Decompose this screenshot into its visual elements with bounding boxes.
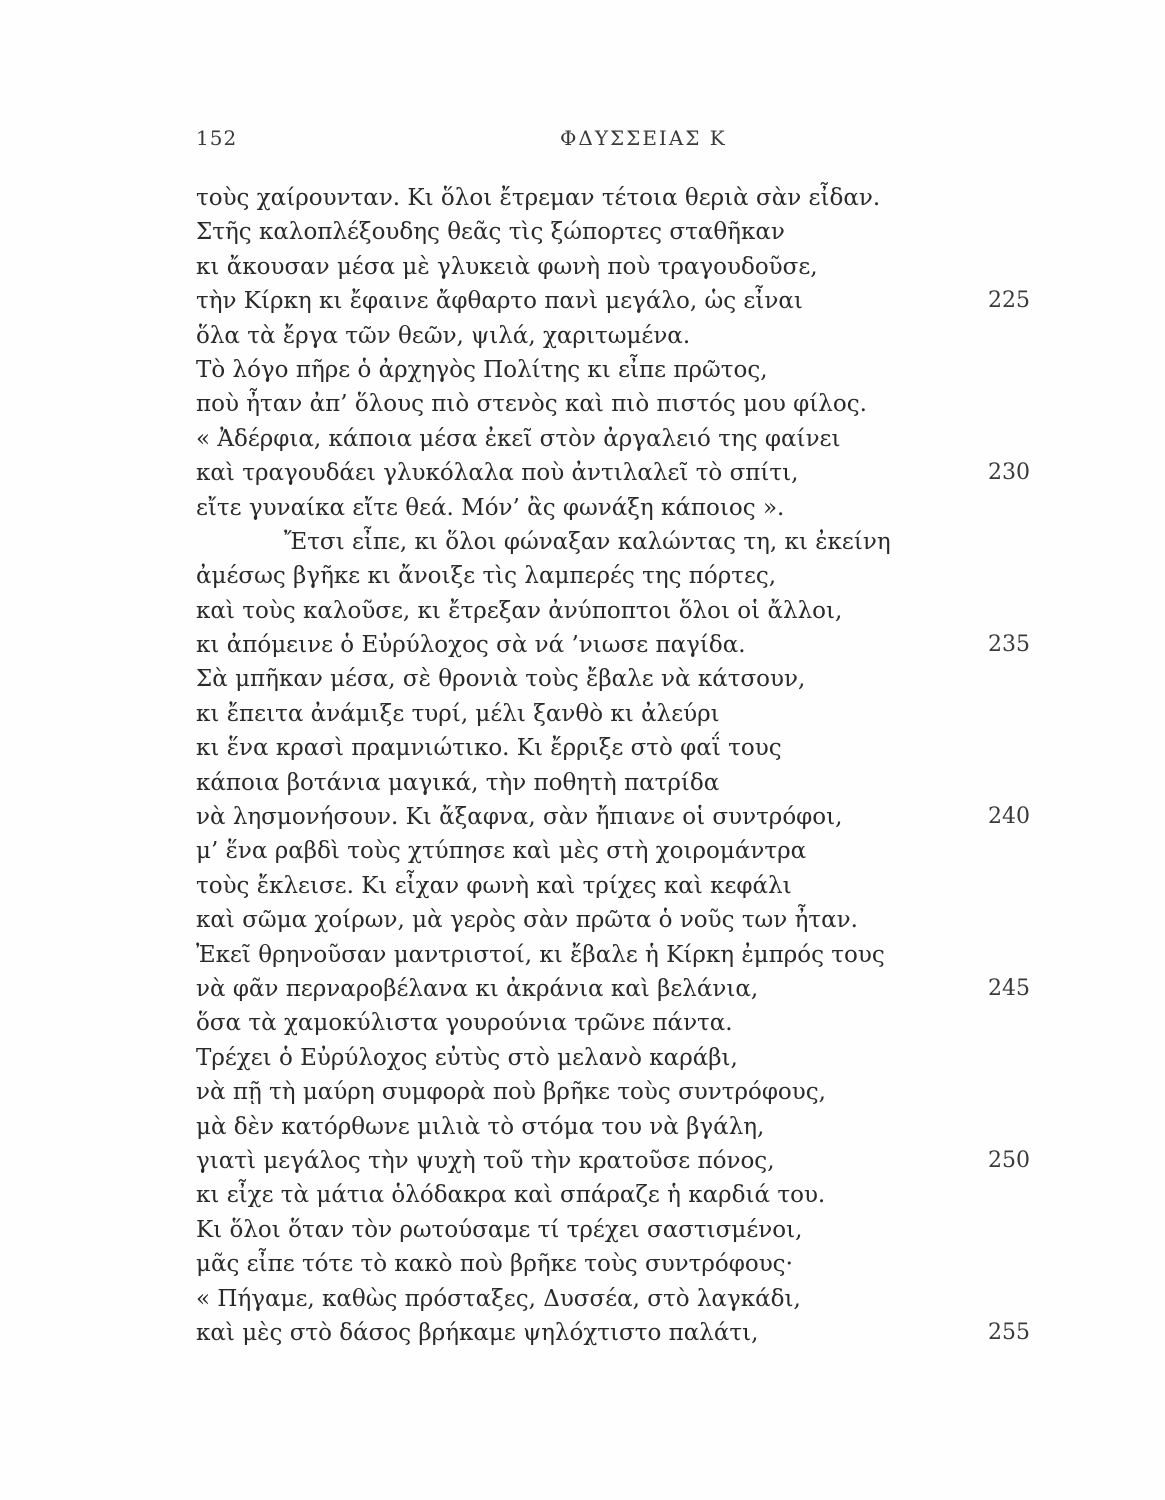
verse-text: τὴν Κίρκη κι ἔφαινε ἄφθαρτο πανὶ μεγάλο, ὡς εἶναι [196, 288, 803, 315]
verse-text: τοὺς χαίρουνταν. Κι ὅλοι ἔτρεμαν τέτοια θεριὰ σὰν εἶδαν. [196, 185, 881, 211]
verse-line [196, 1110, 1036, 1144]
verse-text: κι ἕνα κρασὶ πραμνιώτικο. Κι ἔρριξε στὸ φαΐ τους [196, 735, 782, 762]
verse-line [196, 319, 1036, 353]
verse-text: κι εἶχε τὰ μάτια ὁλόδακρα καὶ σπάραζε ἡ καρδιά του. [196, 1182, 826, 1209]
verse-text: γιατὶ μεγάλος τὴν ψυχὴ τοῦ τὴν κρατοῦσε πόνος, [196, 1147, 775, 1174]
page-number: 152 [196, 126, 238, 150]
verse-text: Κι ὅλοι ὅταν τὸν ρωτούσαμε τί τρέχει σαστισμένοι, [196, 1216, 803, 1243]
verse-line [196, 1316, 1036, 1350]
line-number: 230 [988, 460, 1030, 486]
verse-text: καὶ τοὺς καλοῦσε, κι ἔτρεξαν ἀνύποπτοι ὅλοι οἱ ἄλλοι, [196, 597, 843, 624]
line-number: 245 [988, 975, 1030, 1001]
verse-text: εἴτε γυναίκα εἴτε θεά. Μόν’ ἂς φωνάξη κάποιος ». [196, 494, 785, 521]
verse-line [196, 1247, 1036, 1281]
verse-text: Ἐκεῖ θρηνοῦσαν μαντριστοί, κι ἔβαλε ἡ Κίρκη ἐμπρός τους [196, 941, 885, 968]
verse-line [196, 456, 1036, 490]
verse-text: μᾶς εἶπε τότε τὸ κακὸ ποὺ βρῆκε τοὺς συντρόφους· [196, 1251, 793, 1278]
verse-list [196, 181, 1036, 1350]
verse-line [196, 1041, 1036, 1075]
verse-text: ὅλα τὰ ἔργα τῶν θεῶν, ψιλά, χαριτωμένα. [196, 322, 691, 349]
verse-text: νὰ λησμονήσουν. Κι ἄξαφνα, σὰν ἤπιανε οἱ συντρόφοι, [196, 804, 843, 831]
verse-text: μὰ δὲν κατόρθωνε μιλιὰ τὸ στόμα του νὰ βγάλη, [196, 1113, 765, 1140]
verse-text: Στῆς καλοπλέξουδης θεᾶς τὶς ξώπορτες σταθῆκαν [196, 219, 785, 246]
verse-text: Σὰ μπῆκαν μέσα, σὲ θρονιὰ τοὺς ἔβαλε νὰ κάτσουν, [196, 666, 806, 693]
verse-line [196, 594, 1036, 628]
verse-text: ποὺ ἦταν ἀπ’ ὅλους πιὸ στενὸς καὶ πιὸ πιστός μου φίλος. [196, 391, 867, 418]
verse-line [196, 181, 1036, 215]
verse-line [196, 903, 1036, 937]
verse-text: καὶ τραγουδάει γλυκόλαλα ποὺ ἀντιλαλεῖ τὸ σπίτι, [196, 460, 799, 487]
verse-line [196, 766, 1036, 800]
verse-line [196, 697, 1036, 731]
verse-line [196, 284, 1036, 318]
line-number: 225 [988, 288, 1030, 314]
verse-line [196, 834, 1036, 868]
verse-text: νὰ πῇ τὴ μαύρη συμφορὰ ποὺ βρῆκε τοὺς συντρόφους, [196, 1079, 826, 1106]
verse-text: Τὸ λόγο πῆρε ὁ ἀρχηγὸς Πολίτης κι εἶπε πρῶτος, [196, 356, 768, 383]
verse-text: κι ἀπόμεινε ὁ Εὐρύλοχος σὰ νά ’νιωσε παγίδα. [196, 632, 746, 659]
line-number: 250 [988, 1147, 1030, 1173]
verse-line [196, 628, 1036, 662]
verse-text: μ’ ἕνα ραβδὶ τοὺς χτύπησε καὶ μὲς στὴ χοιρομάντρα [196, 838, 807, 865]
verse-line [196, 525, 1036, 559]
verse-line [196, 731, 1036, 765]
verse-line [196, 250, 1036, 284]
verse-line [196, 1213, 1036, 1247]
verse-text: καὶ μὲς στὸ δάσος βρήκαμε ψηλόχτιστο παλάτι, [196, 1319, 759, 1346]
verse-line [196, 387, 1036, 421]
verse-line [196, 662, 1036, 696]
verse-text: Τρέχει ὁ Εὐρύλοχος εὐτὺς στὸ μελανὸ καράβι, [196, 1044, 738, 1071]
verse-text: κάποια βοτάνια μαγικά, τὴν ποθητὴ πατρίδα [196, 769, 720, 796]
verse-text: νὰ φᾶν περναροβέλανα κι ἀκράνια καὶ βελάνια, [196, 975, 759, 1002]
verse-line [196, 972, 1036, 1006]
verse-line [196, 1282, 1036, 1316]
verse-line [196, 800, 1036, 834]
verse-text: κι ἄκουσαν μέσα μὲ γλυκειὰ φωνὴ ποὺ τραγουδοῦσε, [196, 253, 818, 280]
verse-line [196, 491, 1036, 525]
verse-line [196, 1006, 1036, 1040]
verse-text: ἀμέσως βγῆκε κι ἄνοιξε τὶς λαμπερές της πόρτες, [196, 563, 777, 590]
verse-text: καὶ σῶμα χοίρων, μὰ γερὸς σὰν πρῶτα ὁ νοῦς των ἦταν. [196, 907, 858, 934]
verse-line [196, 1178, 1036, 1212]
verse-line [196, 869, 1036, 903]
verse-text: « Ἀδέρφια, κάποια μέσα ἐκεῖ στὸν ἀργαλειό της φαίνει [196, 425, 841, 452]
verse-text: κι ἔπειτα ἀνάμιξε τυρί, μέλι ξανθὸ κι ἀλεύρι [196, 700, 720, 727]
verse-line [196, 353, 1036, 387]
verse-line [196, 422, 1036, 456]
verse-line [196, 938, 1036, 972]
line-number: 255 [988, 1319, 1030, 1345]
verse-text: ὅσα τὰ χαμοκύλιστα γουρούνια τρῶνε πάντα. [196, 1010, 733, 1037]
verse-text: Ἔτσι εἶπε, κι ὅλοι φώναξαν καλώντας τη, κι ἐκείνη [284, 528, 891, 555]
verse-text: τοὺς ἔκλεισε. Κι εἶχαν φωνὴ καὶ τρίχες καὶ κεφάλι [196, 872, 792, 899]
running-title: ΦΔΥΣΣΕΙΑΣ Κ [560, 126, 727, 150]
verse-line [196, 1144, 1036, 1178]
verse-line [196, 559, 1036, 593]
verse-text: « Πήγαμε, καθὼς πρόσταξες, Δυσσέα, στὸ λαγκάδι, [196, 1285, 801, 1312]
line-number: 240 [988, 804, 1030, 830]
verse-line [196, 1075, 1036, 1109]
line-number: 235 [988, 632, 1030, 658]
verse-line [196, 215, 1036, 249]
